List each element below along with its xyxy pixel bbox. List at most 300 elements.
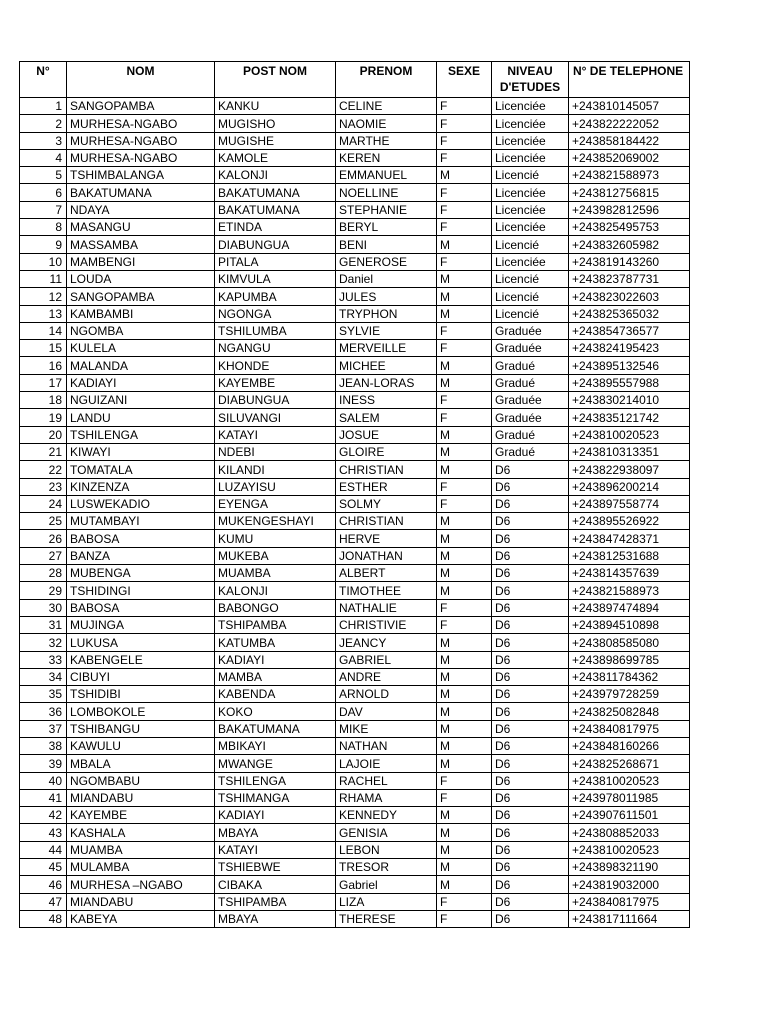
cell-post-nom: KABENDA bbox=[215, 686, 336, 703]
cell-post-nom: MWANGE bbox=[215, 755, 336, 772]
cell-prenom: CELINE bbox=[336, 98, 437, 115]
cell-sexe: M bbox=[437, 461, 492, 478]
cell-prenom: JOSUE bbox=[336, 426, 437, 443]
cell-nom: BABOSA bbox=[67, 530, 215, 547]
cell-prenom: HERVE bbox=[336, 530, 437, 547]
cell-number: 31 bbox=[20, 616, 67, 633]
cell-post-nom: NGONGA bbox=[215, 305, 336, 322]
cell-niveau: Graduée bbox=[492, 409, 569, 426]
cell-post-nom: KADIAYI bbox=[215, 651, 336, 668]
cell-number: 28 bbox=[20, 565, 67, 582]
cell-sexe: M bbox=[437, 876, 492, 893]
cell-nom: MURHESA-NGABO bbox=[67, 132, 215, 149]
cell-number: 38 bbox=[20, 737, 67, 754]
header-nom: NOM bbox=[67, 62, 215, 98]
table-row bbox=[20, 98, 690, 115]
cell-prenom: GENEROSE bbox=[336, 253, 437, 270]
cell-post-nom: MBAYA bbox=[215, 824, 336, 841]
cell-prenom: RACHEL bbox=[336, 772, 437, 789]
cell-prenom: TIMOTHEE bbox=[336, 582, 437, 599]
cell-telephone: +243812756815 bbox=[569, 184, 690, 201]
cell-nom: TSHIBANGU bbox=[67, 720, 215, 737]
table-row bbox=[20, 859, 690, 876]
cell-number: 21 bbox=[20, 443, 67, 460]
table-row bbox=[20, 115, 690, 132]
cell-number: 18 bbox=[20, 392, 67, 409]
cell-sexe: M bbox=[437, 755, 492, 772]
cell-number: 14 bbox=[20, 322, 67, 339]
table-row bbox=[20, 495, 690, 512]
cell-sexe: M bbox=[437, 737, 492, 754]
table-row bbox=[20, 737, 690, 754]
table-row bbox=[20, 357, 690, 374]
cell-nom: NGUIZANI bbox=[67, 392, 215, 409]
table-row bbox=[20, 478, 690, 495]
cell-sexe: M bbox=[437, 513, 492, 530]
cell-telephone: +243895557988 bbox=[569, 374, 690, 391]
cell-nom: KASHALA bbox=[67, 824, 215, 841]
cell-telephone: +243819032000 bbox=[569, 876, 690, 893]
cell-telephone: +243895132546 bbox=[569, 357, 690, 374]
cell-niveau: D6 bbox=[492, 461, 569, 478]
cell-number: 22 bbox=[20, 461, 67, 478]
cell-post-nom: KATAYI bbox=[215, 426, 336, 443]
cell-sexe: F bbox=[437, 893, 492, 910]
table-row bbox=[20, 322, 690, 339]
participants-sheet bbox=[19, 61, 690, 928]
cell-niveau: D6 bbox=[492, 824, 569, 841]
cell-post-nom: TSHIMANGA bbox=[215, 789, 336, 806]
cell-telephone: +243847428371 bbox=[569, 530, 690, 547]
cell-prenom: RHAMA bbox=[336, 789, 437, 806]
cell-niveau: Licenciée bbox=[492, 253, 569, 270]
cell-post-nom: TSHILUMBA bbox=[215, 322, 336, 339]
cell-number: 1 bbox=[20, 98, 67, 115]
cell-number: 46 bbox=[20, 876, 67, 893]
cell-number: 36 bbox=[20, 703, 67, 720]
cell-prenom: CHRISTIAN bbox=[336, 461, 437, 478]
cell-niveau: D6 bbox=[492, 686, 569, 703]
table-row bbox=[20, 374, 690, 391]
cell-prenom: ARNOLD bbox=[336, 686, 437, 703]
cell-number: 30 bbox=[20, 599, 67, 616]
cell-number: 37 bbox=[20, 720, 67, 737]
cell-telephone: +243832605982 bbox=[569, 236, 690, 253]
cell-niveau: Graduée bbox=[492, 392, 569, 409]
table-row bbox=[20, 132, 690, 149]
cell-post-nom: BAKATUMANA bbox=[215, 201, 336, 218]
cell-sexe: M bbox=[437, 824, 492, 841]
cell-telephone: +243823022603 bbox=[569, 288, 690, 305]
cell-nom: LUKUSA bbox=[67, 634, 215, 651]
cell-sexe: M bbox=[437, 530, 492, 547]
cell-nom: NGOMBABU bbox=[67, 772, 215, 789]
cell-post-nom: MUAMBA bbox=[215, 565, 336, 582]
cell-telephone: +243810313351 bbox=[569, 443, 690, 460]
cell-telephone: +243852069002 bbox=[569, 149, 690, 166]
cell-post-nom: KAMOLE bbox=[215, 149, 336, 166]
cell-post-nom: KAPUMBA bbox=[215, 288, 336, 305]
cell-sexe: M bbox=[437, 426, 492, 443]
cell-niveau: D6 bbox=[492, 651, 569, 668]
cell-telephone: +243898699785 bbox=[569, 651, 690, 668]
cell-niveau: Licencié bbox=[492, 305, 569, 322]
cell-prenom: NATHAN bbox=[336, 737, 437, 754]
cell-post-nom: KADIAYI bbox=[215, 807, 336, 824]
cell-sexe: M bbox=[437, 720, 492, 737]
cell-prenom: NAOMIE bbox=[336, 115, 437, 132]
table-row bbox=[20, 841, 690, 858]
cell-nom: MUBENGA bbox=[67, 565, 215, 582]
cell-prenom: SALEM bbox=[336, 409, 437, 426]
cell-niveau: D6 bbox=[492, 547, 569, 564]
cell-sexe: M bbox=[437, 547, 492, 564]
cell-prenom: NOELLINE bbox=[336, 184, 437, 201]
cell-niveau: Licencié bbox=[492, 236, 569, 253]
table-row bbox=[20, 876, 690, 893]
cell-prenom: LIZA bbox=[336, 893, 437, 910]
cell-prenom: MICHEE bbox=[336, 357, 437, 374]
cell-post-nom: SILUVANGI bbox=[215, 409, 336, 426]
cell-nom: KINZENZA bbox=[67, 478, 215, 495]
cell-sexe: F bbox=[437, 495, 492, 512]
cell-niveau: D6 bbox=[492, 530, 569, 547]
table-row bbox=[20, 789, 690, 806]
cell-telephone: +243825365032 bbox=[569, 305, 690, 322]
table-row bbox=[20, 703, 690, 720]
cell-niveau: D6 bbox=[492, 737, 569, 754]
cell-nom: MASSAMBA bbox=[67, 236, 215, 253]
cell-sexe: F bbox=[437, 478, 492, 495]
cell-post-nom: KATUMBA bbox=[215, 634, 336, 651]
cell-prenom: LAJOIE bbox=[336, 755, 437, 772]
cell-post-nom: NDEBI bbox=[215, 443, 336, 460]
cell-niveau: Licenciée bbox=[492, 201, 569, 218]
table-body bbox=[20, 98, 690, 928]
table-row bbox=[20, 443, 690, 460]
cell-niveau: Graduée bbox=[492, 340, 569, 357]
cell-prenom: Gabriel bbox=[336, 876, 437, 893]
cell-niveau: D6 bbox=[492, 755, 569, 772]
cell-post-nom: KILANDI bbox=[215, 461, 336, 478]
cell-prenom: KENNEDY bbox=[336, 807, 437, 824]
cell-prenom: MARTHE bbox=[336, 132, 437, 149]
table-row bbox=[20, 772, 690, 789]
header-telephone: N° DE TELEPHONE bbox=[569, 62, 690, 98]
table-row bbox=[20, 426, 690, 443]
cell-niveau: D6 bbox=[492, 634, 569, 651]
cell-telephone: +243810020523 bbox=[569, 426, 690, 443]
cell-prenom: GLOIRE bbox=[336, 443, 437, 460]
cell-post-nom: MBAYA bbox=[215, 910, 336, 927]
cell-sexe: M bbox=[437, 443, 492, 460]
cell-nom: MUJINGA bbox=[67, 616, 215, 633]
cell-nom: TOMATALA bbox=[67, 461, 215, 478]
cell-telephone: +243979728259 bbox=[569, 686, 690, 703]
table-row bbox=[20, 305, 690, 322]
cell-nom: BANZA bbox=[67, 547, 215, 564]
table-header bbox=[20, 62, 690, 98]
cell-nom: MUTAMBAYI bbox=[67, 513, 215, 530]
cell-sexe: F bbox=[437, 322, 492, 339]
cell-sexe: M bbox=[437, 565, 492, 582]
cell-number: 5 bbox=[20, 167, 67, 184]
cell-number: 6 bbox=[20, 184, 67, 201]
table-row bbox=[20, 910, 690, 927]
cell-sexe: M bbox=[437, 374, 492, 391]
cell-sexe: M bbox=[437, 686, 492, 703]
cell-telephone: +243894510898 bbox=[569, 616, 690, 633]
cell-sexe: F bbox=[437, 253, 492, 270]
cell-nom: NGOMBA bbox=[67, 322, 215, 339]
cell-prenom: INESS bbox=[336, 392, 437, 409]
cell-telephone: +243848160266 bbox=[569, 737, 690, 754]
cell-niveau: D6 bbox=[492, 841, 569, 858]
cell-post-nom: NGANGU bbox=[215, 340, 336, 357]
cell-sexe: F bbox=[437, 184, 492, 201]
table-row bbox=[20, 461, 690, 478]
cell-nom: MALANDA bbox=[67, 357, 215, 374]
cell-niveau: D6 bbox=[492, 616, 569, 633]
cell-niveau: D6 bbox=[492, 565, 569, 582]
cell-niveau: Licenciée bbox=[492, 132, 569, 149]
cell-prenom: ESTHER bbox=[336, 478, 437, 495]
cell-post-nom: BAKATUMANA bbox=[215, 720, 336, 737]
cell-number: 35 bbox=[20, 686, 67, 703]
cell-niveau: Licenciée bbox=[492, 219, 569, 236]
cell-sexe: F bbox=[437, 132, 492, 149]
cell-nom: KADIAYI bbox=[67, 374, 215, 391]
cell-number: 43 bbox=[20, 824, 67, 841]
cell-prenom: SYLVIE bbox=[336, 322, 437, 339]
cell-prenom: ALBERT bbox=[336, 565, 437, 582]
cell-niveau: D6 bbox=[492, 599, 569, 616]
cell-niveau: D6 bbox=[492, 513, 569, 530]
cell-number: 44 bbox=[20, 841, 67, 858]
cell-sexe: M bbox=[437, 807, 492, 824]
cell-telephone: +243897558774 bbox=[569, 495, 690, 512]
table-row bbox=[20, 616, 690, 633]
cell-nom: MURHESA –NGABO bbox=[67, 876, 215, 893]
cell-post-nom: TSHIPAMBA bbox=[215, 616, 336, 633]
table-row bbox=[20, 236, 690, 253]
cell-nom: KIWAYI bbox=[67, 443, 215, 460]
table-row bbox=[20, 755, 690, 772]
cell-prenom: JEANCY bbox=[336, 634, 437, 651]
table-row bbox=[20, 149, 690, 166]
cell-number: 40 bbox=[20, 772, 67, 789]
cell-nom: LANDU bbox=[67, 409, 215, 426]
cell-sexe: M bbox=[437, 357, 492, 374]
cell-telephone: +243835121742 bbox=[569, 409, 690, 426]
cell-number: 9 bbox=[20, 236, 67, 253]
cell-niveau: Gradué bbox=[492, 443, 569, 460]
cell-number: 39 bbox=[20, 755, 67, 772]
cell-post-nom: KHONDE bbox=[215, 357, 336, 374]
cell-sexe: F bbox=[437, 409, 492, 426]
cell-telephone: +243822938097 bbox=[569, 461, 690, 478]
cell-niveau: D6 bbox=[492, 789, 569, 806]
cell-sexe: M bbox=[437, 703, 492, 720]
cell-nom: TSHIMBALANGA bbox=[67, 167, 215, 184]
cell-prenom: NATHALIE bbox=[336, 599, 437, 616]
participants-table bbox=[19, 61, 690, 928]
cell-sexe: M bbox=[437, 288, 492, 305]
table-row bbox=[20, 392, 690, 409]
cell-nom: KABENGELE bbox=[67, 651, 215, 668]
cell-sexe: M bbox=[437, 841, 492, 858]
cell-sexe: F bbox=[437, 910, 492, 927]
cell-telephone: +243810020523 bbox=[569, 841, 690, 858]
cell-niveau: D6 bbox=[492, 703, 569, 720]
cell-number: 26 bbox=[20, 530, 67, 547]
cell-post-nom: KALONJI bbox=[215, 167, 336, 184]
cell-sexe: M bbox=[437, 305, 492, 322]
cell-telephone: +243812531688 bbox=[569, 547, 690, 564]
cell-telephone: +243825495753 bbox=[569, 219, 690, 236]
cell-nom: KAYEMBE bbox=[67, 807, 215, 824]
cell-prenom: EMMANUEL bbox=[336, 167, 437, 184]
cell-post-nom: KOKO bbox=[215, 703, 336, 720]
cell-number: 12 bbox=[20, 288, 67, 305]
cell-telephone: +243825082848 bbox=[569, 703, 690, 720]
table-row bbox=[20, 582, 690, 599]
cell-number: 20 bbox=[20, 426, 67, 443]
header-number: N° bbox=[20, 62, 67, 98]
cell-sexe: F bbox=[437, 340, 492, 357]
cell-number: 3 bbox=[20, 132, 67, 149]
table-row bbox=[20, 530, 690, 547]
header-sexe: SEXE bbox=[437, 62, 492, 98]
cell-post-nom: TSHIPAMBA bbox=[215, 893, 336, 910]
cell-nom: LOUDA bbox=[67, 270, 215, 287]
table-row bbox=[20, 807, 690, 824]
table-row bbox=[20, 409, 690, 426]
cell-prenom: KEREN bbox=[336, 149, 437, 166]
table-row bbox=[20, 184, 690, 201]
cell-number: 41 bbox=[20, 789, 67, 806]
cell-nom: CIBUYI bbox=[67, 668, 215, 685]
cell-post-nom: MUGISHO bbox=[215, 115, 336, 132]
cell-nom: MAMBENGI bbox=[67, 253, 215, 270]
header-prenom: PRENOM bbox=[336, 62, 437, 98]
cell-prenom: THERESE bbox=[336, 910, 437, 927]
cell-post-nom: MBIKAYI bbox=[215, 737, 336, 754]
cell-prenom: GENISIA bbox=[336, 824, 437, 841]
cell-prenom: Daniel bbox=[336, 270, 437, 287]
cell-number: 10 bbox=[20, 253, 67, 270]
cell-post-nom: EYENGA bbox=[215, 495, 336, 512]
cell-telephone: +243808852033 bbox=[569, 824, 690, 841]
cell-telephone: +243822222052 bbox=[569, 115, 690, 132]
cell-number: 34 bbox=[20, 668, 67, 685]
cell-sexe: F bbox=[437, 115, 492, 132]
cell-post-nom: MUGISHE bbox=[215, 132, 336, 149]
cell-telephone: +243810020523 bbox=[569, 772, 690, 789]
cell-number: 13 bbox=[20, 305, 67, 322]
cell-nom: LUSWEKADIO bbox=[67, 495, 215, 512]
cell-telephone: +243819143260 bbox=[569, 253, 690, 270]
cell-post-nom: KALONJI bbox=[215, 582, 336, 599]
cell-sexe: F bbox=[437, 616, 492, 633]
cell-post-nom: MAMBA bbox=[215, 668, 336, 685]
cell-niveau: Gradué bbox=[492, 426, 569, 443]
cell-niveau: D6 bbox=[492, 720, 569, 737]
table-row bbox=[20, 824, 690, 841]
cell-post-nom: KATAYI bbox=[215, 841, 336, 858]
cell-post-nom: LUZAYISU bbox=[215, 478, 336, 495]
cell-number: 19 bbox=[20, 409, 67, 426]
cell-number: 42 bbox=[20, 807, 67, 824]
cell-nom: SANGOPAMBA bbox=[67, 288, 215, 305]
cell-niveau: Licenciée bbox=[492, 149, 569, 166]
cell-nom: BABOSA bbox=[67, 599, 215, 616]
cell-nom: KULELA bbox=[67, 340, 215, 357]
table-row bbox=[20, 201, 690, 218]
cell-niveau: D6 bbox=[492, 495, 569, 512]
cell-niveau: Gradué bbox=[492, 357, 569, 374]
cell-telephone: +243811784362 bbox=[569, 668, 690, 685]
cell-telephone: +243821588973 bbox=[569, 167, 690, 184]
cell-prenom: BERYL bbox=[336, 219, 437, 236]
cell-post-nom: KAYEMBE bbox=[215, 374, 336, 391]
cell-telephone: +243814357639 bbox=[569, 565, 690, 582]
cell-number: 47 bbox=[20, 893, 67, 910]
cell-nom: KAMBAMBI bbox=[67, 305, 215, 322]
cell-nom: KAWULU bbox=[67, 737, 215, 754]
cell-telephone: +243978011985 bbox=[569, 789, 690, 806]
cell-prenom: GABRIEL bbox=[336, 651, 437, 668]
cell-niveau: Licenciée bbox=[492, 115, 569, 132]
table-row bbox=[20, 219, 690, 236]
cell-prenom: DAV bbox=[336, 703, 437, 720]
cell-telephone: +243810145057 bbox=[569, 98, 690, 115]
cell-niveau: Licencié bbox=[492, 288, 569, 305]
cell-number: 33 bbox=[20, 651, 67, 668]
cell-prenom: TRESOR bbox=[336, 859, 437, 876]
cell-number: 25 bbox=[20, 513, 67, 530]
cell-nom: SANGOPAMBA bbox=[67, 98, 215, 115]
cell-prenom: CHRISTIAN bbox=[336, 513, 437, 530]
cell-telephone: +243897474894 bbox=[569, 599, 690, 616]
cell-nom: TSHIDINGI bbox=[67, 582, 215, 599]
cell-nom: NDAYA bbox=[67, 201, 215, 218]
cell-prenom: BENI bbox=[336, 236, 437, 253]
table-row bbox=[20, 270, 690, 287]
cell-number: 48 bbox=[20, 910, 67, 927]
cell-telephone: +243821588973 bbox=[569, 582, 690, 599]
cell-number: 29 bbox=[20, 582, 67, 599]
cell-post-nom: KANKU bbox=[215, 98, 336, 115]
cell-prenom: JONATHAN bbox=[336, 547, 437, 564]
table-row bbox=[20, 565, 690, 582]
cell-sexe: M bbox=[437, 167, 492, 184]
cell-niveau: Licenciée bbox=[492, 184, 569, 201]
cell-prenom: JULES bbox=[336, 288, 437, 305]
cell-number: 7 bbox=[20, 201, 67, 218]
cell-nom: KABEYA bbox=[67, 910, 215, 927]
table-row bbox=[20, 253, 690, 270]
cell-telephone: +243825268671 bbox=[569, 755, 690, 772]
cell-niveau: D6 bbox=[492, 668, 569, 685]
cell-post-nom: BAKATUMANA bbox=[215, 184, 336, 201]
cell-sexe: F bbox=[437, 772, 492, 789]
table-row bbox=[20, 288, 690, 305]
cell-number: 23 bbox=[20, 478, 67, 495]
cell-telephone: +243895526922 bbox=[569, 513, 690, 530]
cell-sexe: M bbox=[437, 859, 492, 876]
cell-telephone: +243823787731 bbox=[569, 270, 690, 287]
